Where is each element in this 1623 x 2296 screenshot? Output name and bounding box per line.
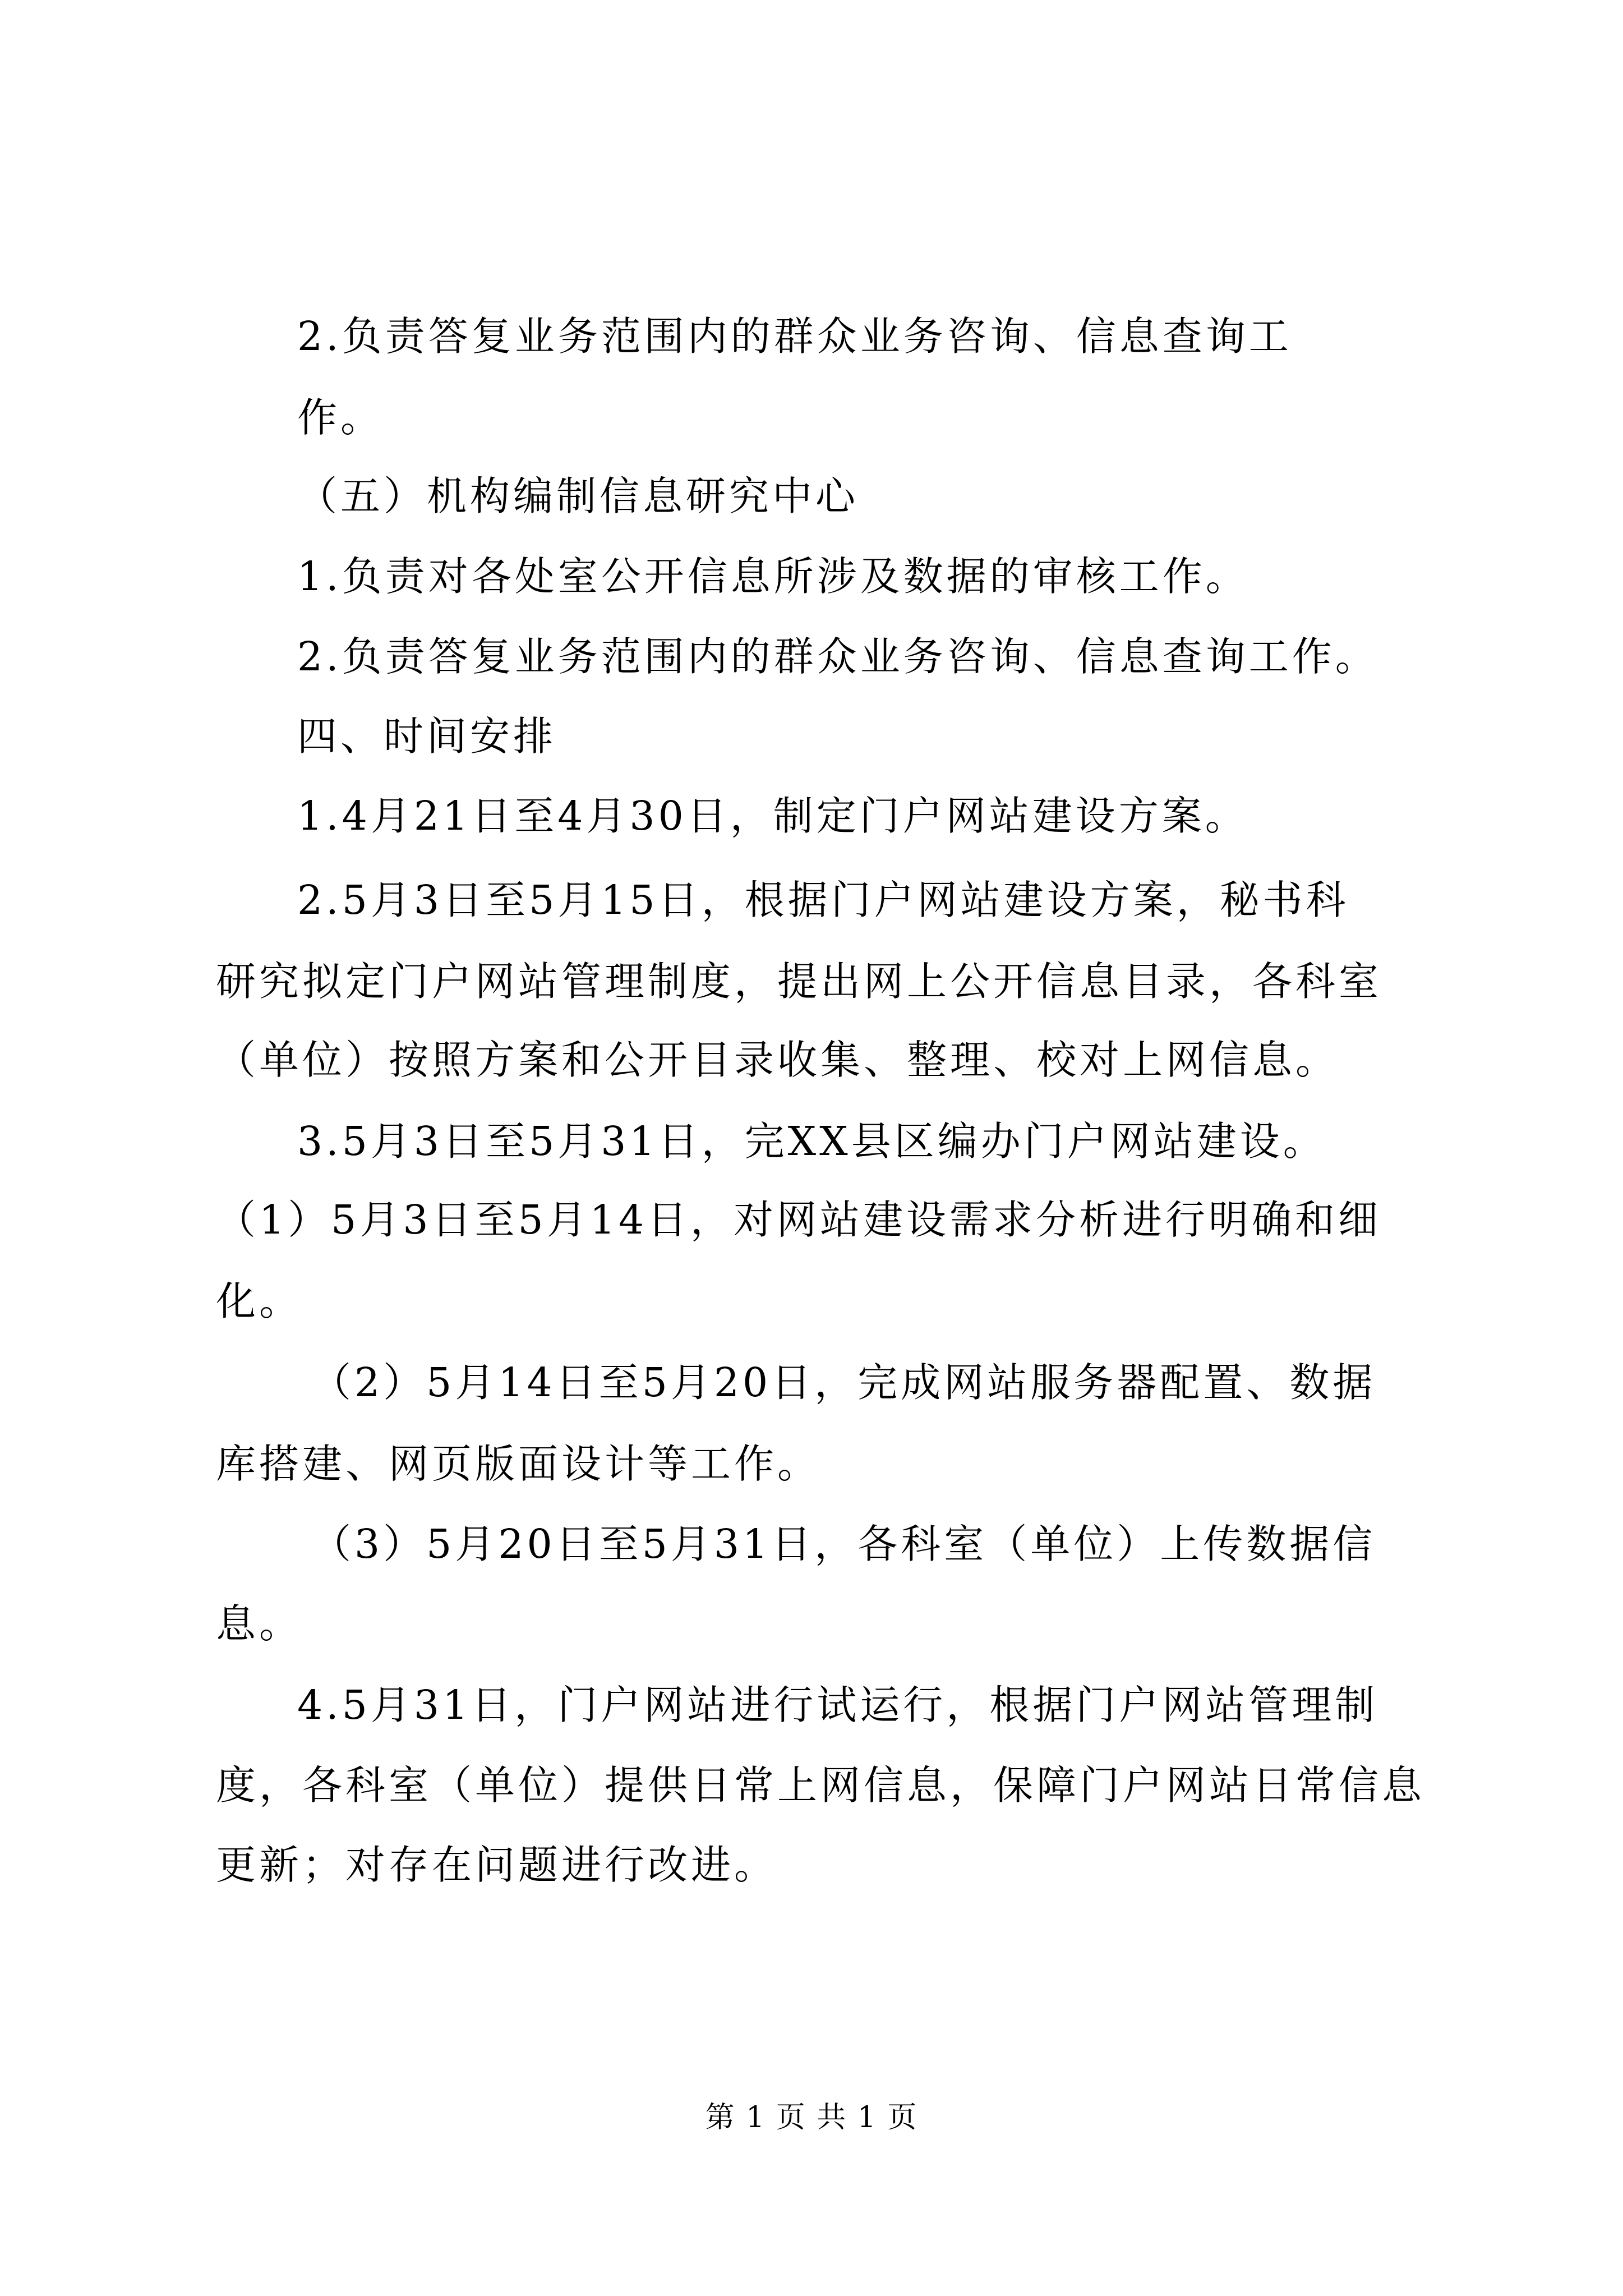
body-line: 4.5月31日，门户网站进行试运行，根据门户网站管理制 bbox=[297, 1682, 1378, 1728]
body-line: （2）5月14日至5月20日，完成网站服务器配置、数据 bbox=[311, 1359, 1376, 1406]
body-line: （1）5月3日至5月14日，对网站建设需求分析进行明确和细 bbox=[216, 1197, 1382, 1243]
body-line: 2.负责答复业务范围内的群众业务咨询、信息查询工 bbox=[297, 313, 1292, 360]
section-heading: （五）机构编制信息研究中心 bbox=[297, 473, 859, 519]
body-line: 度，各科室（单位）提供日常上网信息，保障门户网站日常信息 bbox=[216, 1762, 1426, 1809]
body-line: 化。 bbox=[216, 1278, 303, 1324]
body-line: 1.4月21日至4月30日，制定门户网站建设方案。 bbox=[297, 793, 1248, 839]
body-line: 1.负责对各处室公开信息所涉及数据的审核工作。 bbox=[297, 553, 1249, 600]
body-line: 3.5月3日至5月31日，完XX县区编办门户网站建设。 bbox=[297, 1118, 1326, 1165]
body-line: 研究拟定门户网站管理制度，提出网上公开信息目录，各科室 bbox=[216, 958, 1382, 1005]
body-line: 作。 bbox=[297, 394, 384, 441]
section-heading: 四、时间安排 bbox=[297, 713, 557, 760]
body-line: 库搭建、网页版面设计等工作。 bbox=[216, 1441, 821, 1487]
page-number-footer: 第 1 页 共 1 页 bbox=[705, 2101, 918, 2134]
body-line: 更新；对存在问题进行改进。 bbox=[216, 1842, 778, 1888]
body-line: 2.5月3日至5月15日，根据门户网站建设方案，秘书科 bbox=[297, 877, 1349, 923]
body-line: （3）5月20日至5月31日，各科室（单位）上传数据信 bbox=[311, 1521, 1376, 1567]
body-line: 2.负责答复业务范围内的群众业务咨询、信息查询工作。 bbox=[297, 633, 1378, 680]
body-line: 息。 bbox=[216, 1600, 303, 1647]
body-line: （单位）按照方案和公开目录收集、整理、校对上网信息。 bbox=[216, 1037, 1339, 1083]
